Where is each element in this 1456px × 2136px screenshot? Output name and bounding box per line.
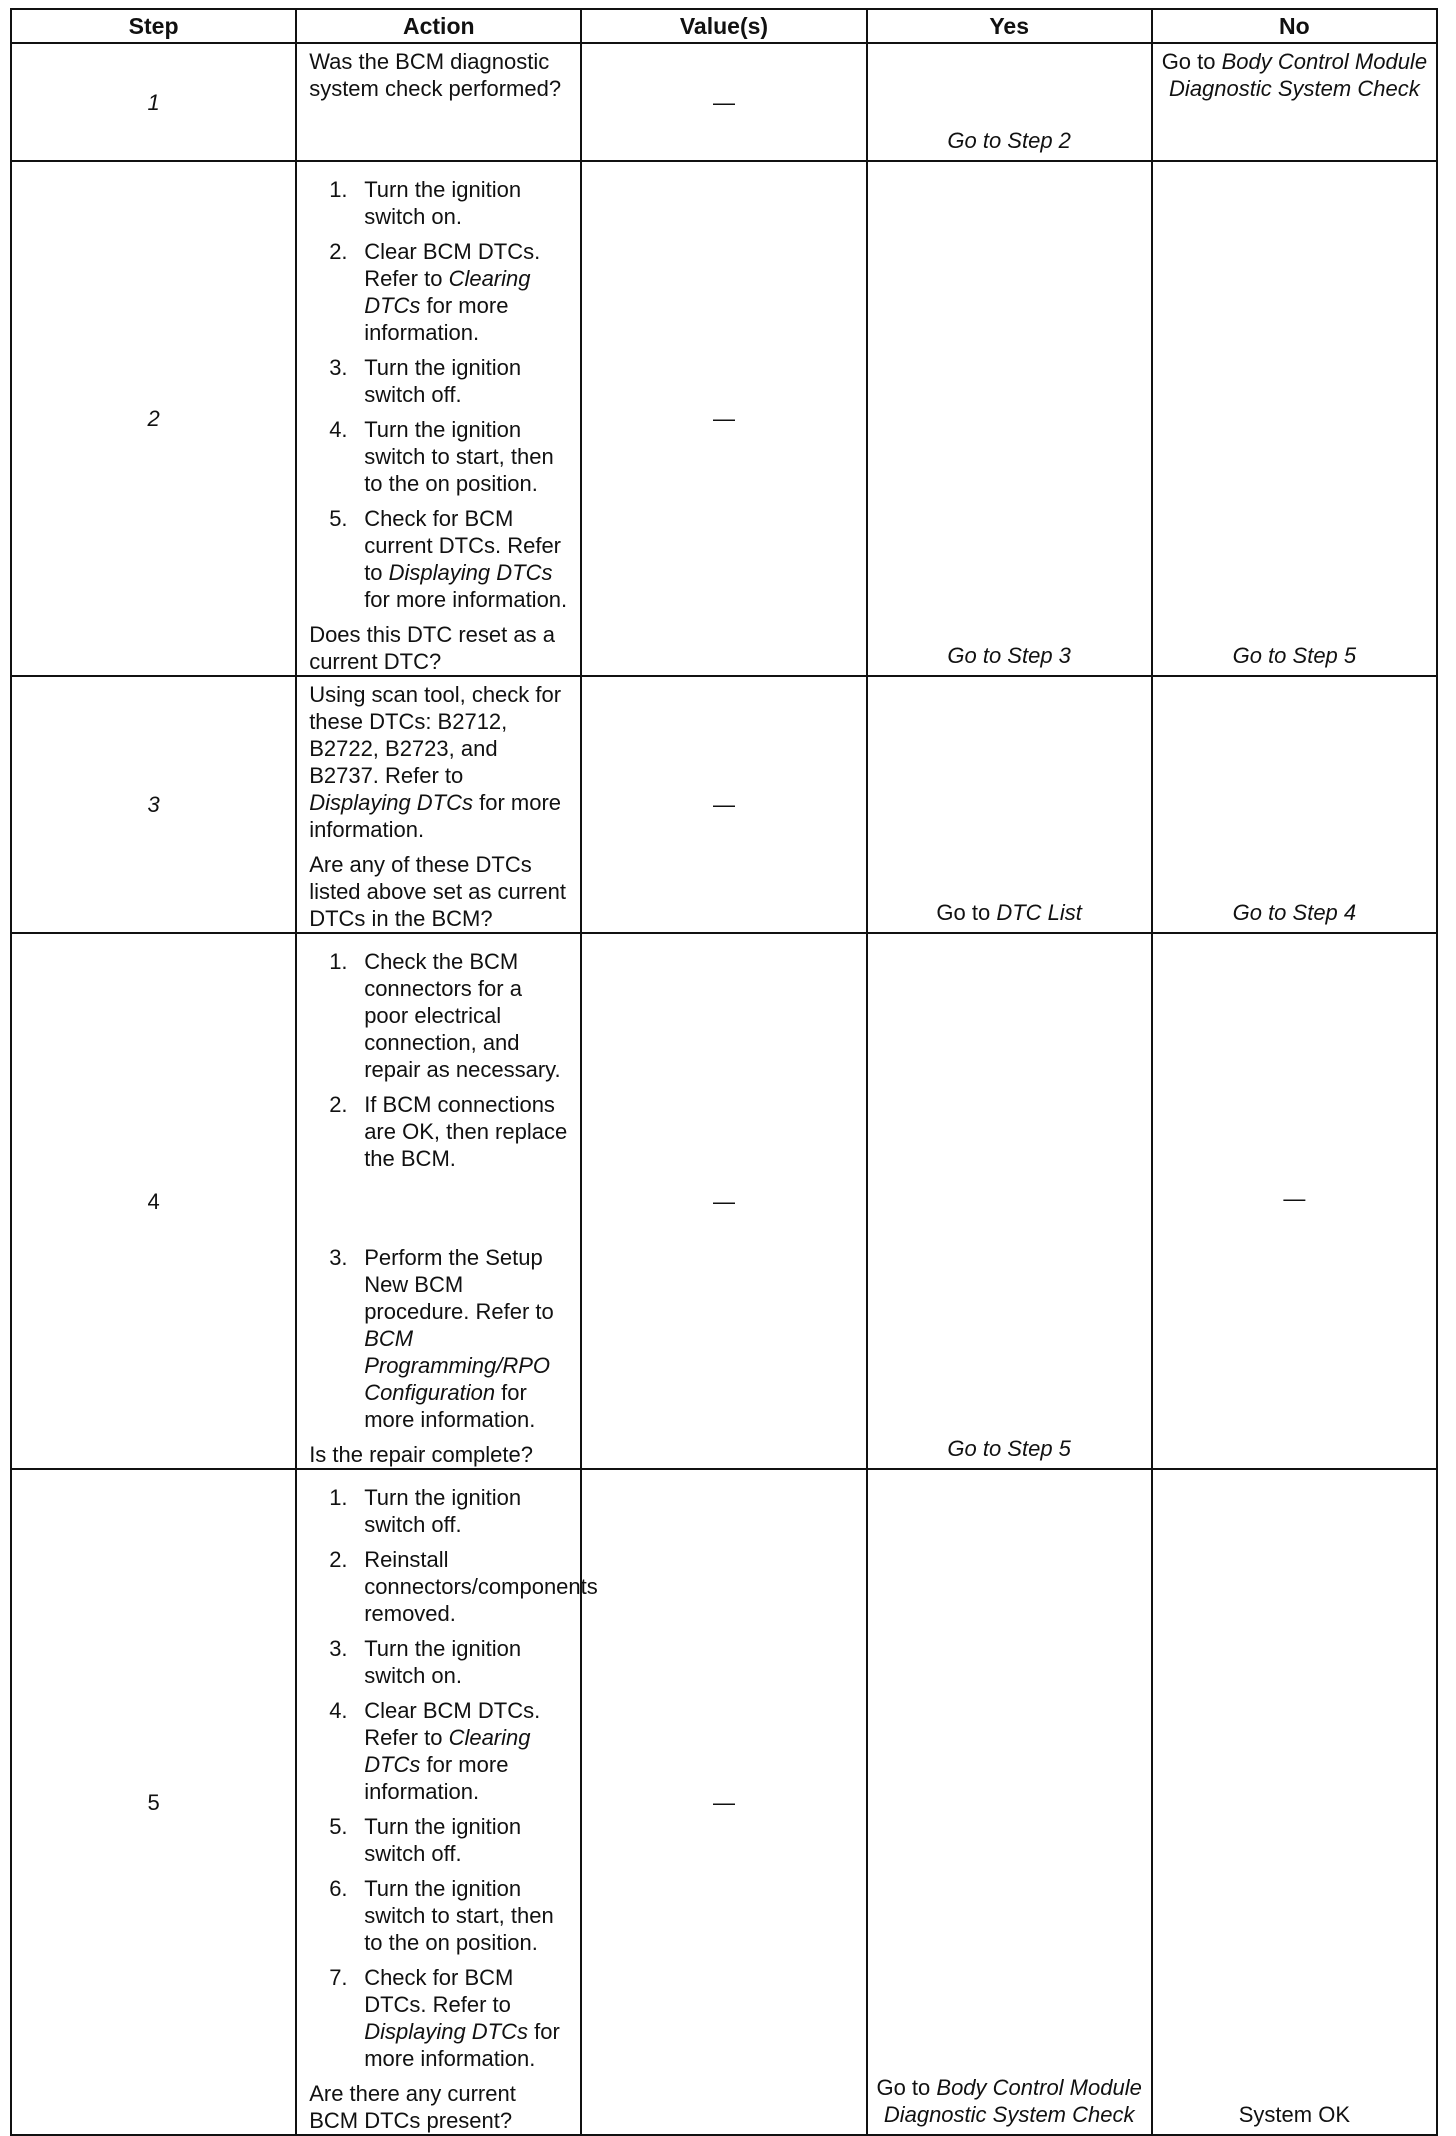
step-number: 2 <box>11 161 296 676</box>
yes-prefix: Go to <box>876 2075 937 2100</box>
no-link[interactable]: Body Control Module Diagnostic System Check <box>1169 49 1428 101</box>
list-item: 4. Clear BCM DTCs. Refer to Clearing DTCs for more information. <box>329 1698 541 1804</box>
yes-cell[interactable] <box>867 676 1152 933</box>
value-cell: — <box>581 43 866 161</box>
step-number: 3 <box>11 676 296 933</box>
reference-link[interactable]: Clearing DTCs <box>364 1725 531 1777</box>
yes-link[interactable]: Go to Step 5 <box>947 1436 1071 1461</box>
action-cell <box>296 161 581 676</box>
step-number: 5 <box>11 1469 296 2135</box>
question-text: Does this DTC reset as a current DTC? <box>309 622 555 674</box>
no-prefix: Go to <box>1161 49 1222 74</box>
instruction-text: Using scan tool, check for these DTCs: B2712, B2722, B2723, and B2737. Refer to Displaying DTCs for more information. <box>309 682 562 842</box>
yes-link[interactable]: DTC List <box>996 900 1082 925</box>
header-no: No <box>1152 9 1437 43</box>
list-item: 2. Reinstall connectors/components removed. <box>329 1547 598 1626</box>
question-text: Is the repair complete? <box>309 1442 533 1467</box>
step-number: 4 <box>11 933 296 1469</box>
yes-cell[interactable] <box>867 161 1152 676</box>
header-step: Step <box>11 9 296 43</box>
action-cell <box>296 43 581 161</box>
reference-link[interactable]: Displaying DTCs <box>364 2019 529 2044</box>
reference-link[interactable]: Displaying DTCs <box>388 560 553 585</box>
list-gap <box>309 1180 568 1236</box>
no-cell[interactable] <box>1152 161 1437 676</box>
action-cell <box>296 933 581 1469</box>
yes-cell[interactable] <box>867 1469 1152 2135</box>
yes-link[interactable]: Go to Step 2 <box>947 128 1071 153</box>
question-text: Are any of these DTCs listed above set as current DTCs in the BCM? <box>309 852 566 931</box>
header-yes: Yes <box>867 9 1152 43</box>
instruction-list <box>309 1484 598 2072</box>
instruction-list <box>309 176 568 613</box>
value-cell: — <box>581 676 866 933</box>
list-item: 5. Turn the ignition switch off. <box>329 1814 522 1866</box>
value-cell: — <box>581 933 866 1469</box>
list-item: 5. Check for BCM current DTCs. Refer to Displaying DTCs for more information. <box>329 506 568 612</box>
table-row <box>11 676 1437 933</box>
header-row <box>11 9 1437 43</box>
yes-link[interactable]: Body Control Module Diagnostic System Check <box>883 2075 1142 2127</box>
reference-link[interactable]: BCM Programming/RPO Configuration <box>364 1326 551 1405</box>
no-cell: System OK <box>1152 1469 1437 2135</box>
list-item: 2. If BCM connections are OK, then replace the BCM. <box>329 1092 568 1171</box>
step-number: 1 <box>11 43 296 161</box>
value-cell: — <box>581 161 866 676</box>
action-cell <box>296 676 581 933</box>
yes-link[interactable]: Go to Step 3 <box>947 643 1071 668</box>
question-text: Are there any current BCM DTCs present? <box>309 2081 516 2133</box>
list-item: 6. Turn the ignition switch to start, then to the on position. <box>329 1876 554 1955</box>
no-cell[interactable] <box>1152 43 1437 161</box>
list-item: 3. Turn the ignition switch off. <box>329 355 522 407</box>
diagnostic-table <box>10 8 1438 2136</box>
yes-prefix: Go to <box>936 900 997 925</box>
table-row <box>11 933 1437 1469</box>
reference-link[interactable]: Displaying DTCs <box>309 790 474 815</box>
list-item: 1. Check the BCM connectors for a poor electrical connection, and repair as necessary. <box>329 949 561 1082</box>
header-action: Action <box>296 9 581 43</box>
header-values: Value(s) <box>581 9 866 43</box>
reference-link[interactable]: Clearing DTCs <box>364 266 531 318</box>
list-item: 4. Turn the ignition switch to start, then to the on position. <box>329 417 554 496</box>
list-item: 1. Turn the ignition switch off. <box>329 1485 522 1537</box>
yes-cell[interactable] <box>867 933 1152 1469</box>
no-cell[interactable] <box>1152 676 1437 933</box>
value-cell: — <box>581 1469 866 2135</box>
no-link[interactable]: Go to Step 4 <box>1232 900 1357 925</box>
table-row <box>11 161 1437 676</box>
no-link[interactable]: Go to Step 5 <box>1232 643 1357 668</box>
yes-cell[interactable] <box>867 43 1152 161</box>
action-cell <box>296 1469 598 2135</box>
table-row <box>11 1469 1437 2135</box>
list-item: 1. Turn the ignition switch on. <box>329 177 522 229</box>
question-text: Was the BCM diagnostic system check performed? <box>309 49 562 101</box>
list-item: 2. Clear BCM DTCs. Refer to Clearing DTCs for more information. <box>329 239 541 345</box>
list-item: 7. Check for BCM DTCs. Refer to Displaying DTCs for more information. <box>329 1965 560 2071</box>
list-item: 3. Perform the Setup New BCM procedure. Refer to BCM Programming/RPO Configuration for more information. <box>329 1245 554 1432</box>
list-item: 3. Turn the ignition switch on. <box>329 1636 522 1688</box>
table-row <box>11 43 1437 161</box>
instruction-list <box>309 948 568 1433</box>
no-cell: — <box>1152 933 1437 1469</box>
